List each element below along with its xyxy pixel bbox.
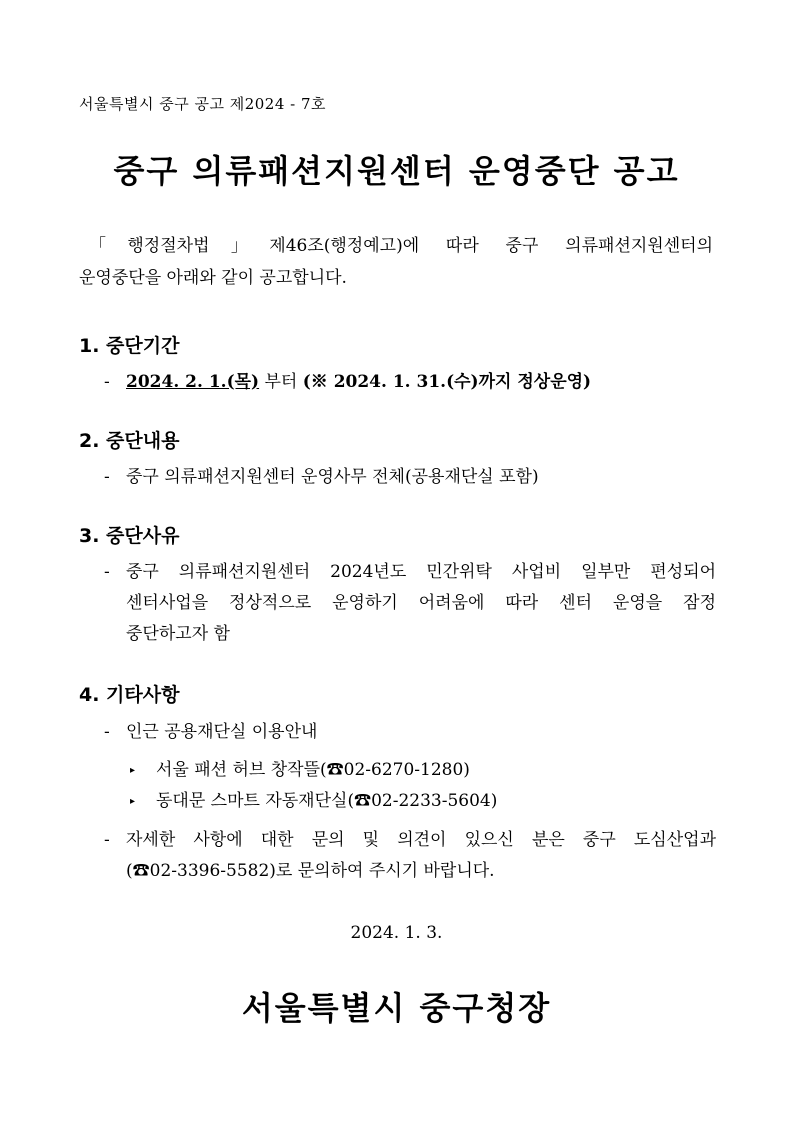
nearby-cutting-room-guide: 인근 공용재단실 이용안내 <box>126 722 318 742</box>
bullet-icon: ▸ <box>130 765 136 776</box>
notice-date: 2024. 1. 3. <box>350 923 443 943</box>
section-1-period <box>104 367 716 398</box>
section-2-heading: 2. 중단내용 <box>79 430 180 452</box>
section-2-content <box>104 462 716 493</box>
reason-line-2: 센터사업을 정상적으로 운영하기 어려움에 따라 센터 운영을 잠정 <box>126 593 716 613</box>
suspension-content: 중구 의류패션지원센터 운영사무 전체(공용재단실 포함) <box>126 467 539 487</box>
suspension-start-date: 2024. 2. 1.(목) <box>126 372 260 392</box>
section-3-heading: 3. 중단사유 <box>79 525 180 547</box>
section-3-reason <box>104 557 716 650</box>
intro-line-1: 「행정절차법」제46조(행정예고)에 따라 중구 의류패션지원센터의 <box>89 236 713 256</box>
normal-operation-note: (※ 2024. 1. 31.(수)까지 정상운영) <box>302 372 592 392</box>
inquiry-line-2: (☎02-3396-5582)로 문의하여 주시기 바랍니다. <box>126 861 495 881</box>
section-4-heading: 4. 기타사항 <box>79 684 180 706</box>
intro-paragraph <box>79 230 713 294</box>
reason-line-3: 중단하고자 함 <box>126 624 230 644</box>
sub-item-fashion-hub: ▸ 서울 패션 허브 창작뜰(☎02-6270-1280) <box>130 755 470 786</box>
document-title: 중구 의류패션지원센터 운영중단 공고 <box>113 152 680 190</box>
section-4-item-1 <box>104 717 716 748</box>
intro-line-2: 운영중단을 아래와 같이 공고합니다. <box>79 268 347 288</box>
dash-marker: - <box>104 467 110 487</box>
issuer-signature: 서울특별시 중구청장 <box>241 989 552 1027</box>
notice-number: 서울특별시 중구 공고 제2024 - 7호 <box>79 95 327 113</box>
dash-marker: - <box>104 830 110 850</box>
dash-marker: - <box>104 722 110 742</box>
dash-marker: - <box>104 372 110 392</box>
section-4-item-2 <box>104 825 716 887</box>
section-1-heading: 1. 중단기간 <box>79 335 180 357</box>
bullet-icon: ▸ <box>130 796 136 807</box>
dash-marker: - <box>104 562 110 582</box>
reason-line-1: - 중구 의류패션지원센터 2024년도 민간위탁 사업비 일부만 편성되어 <box>104 557 716 588</box>
from-text: 부터 <box>259 372 303 392</box>
inquiry-line-1: - 자세한 사항에 대한 문의 및 의견이 있으신 분은 중구 도심산업과 <box>104 825 716 856</box>
sub-item-smart-cutting-room: ▸ 동대문 스마트 자동재단실(☎02-2233-5604) <box>130 786 497 817</box>
